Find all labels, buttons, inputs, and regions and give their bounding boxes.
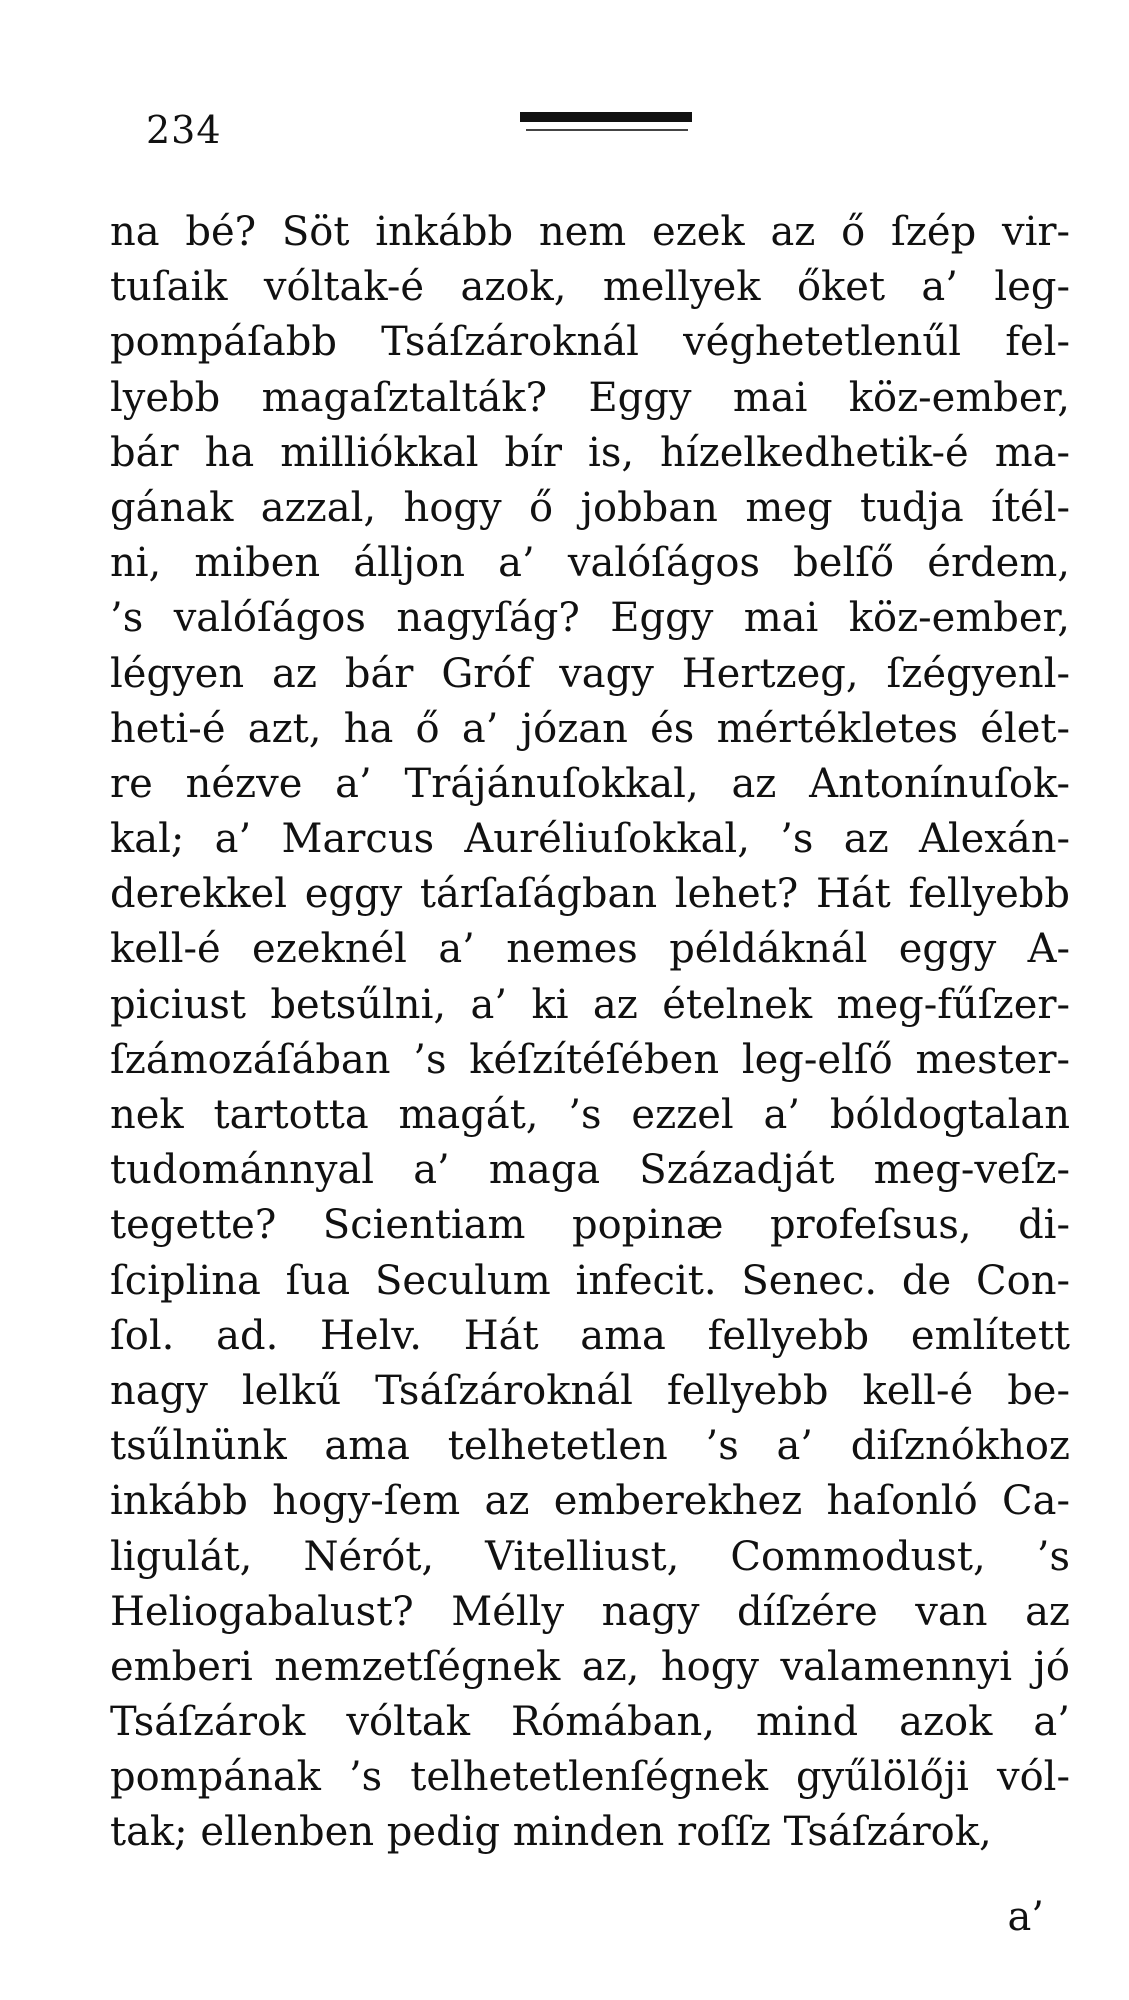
page-number: 234	[146, 108, 222, 152]
text-line: re nézve a’ Trájánuſokkal, az Antonínuſok-	[110, 760, 1070, 807]
text-line: pompának ’s telhetetlenſégnek gyűlölőji vól-	[110, 1754, 1070, 1801]
text-line: kell-é ezeknél a’ nemes példáknál eggy A-	[110, 926, 1070, 973]
text-line: gának azzal, hogy ő jobban meg tudja ítél-	[110, 484, 1070, 531]
text-line: bár ha milliókkal bír is, hízelkedhetik-é ma-	[110, 429, 1070, 476]
text-line: inkább hogy-ſem az emberekhez haſonló Ca-	[110, 1478, 1070, 1525]
text-line: Heliogabalust? Mélly nagy díſzére van az	[110, 1588, 1070, 1635]
text-line: derekkel eggy tárſaſágban lehet? Hát fellyebb	[110, 871, 1070, 918]
text-line: emberi nemzetſégnek az, hogy valamennyi jó	[110, 1643, 1070, 1690]
text-line: nagy lelkű Tsáſzároknál fellyebb kell-é be-	[110, 1367, 1070, 1414]
text-line: piciust betsűlni, a’ ki az ételnek meg-fűſzer-	[110, 981, 1070, 1028]
text-line: heti-é azt, ha ő a’ józan és mértékletes élet-	[110, 705, 1070, 752]
header-ornament-thin-rule	[526, 129, 688, 131]
text-line: pompáſabb Tsáſzároknál véghetetlenűl fel-	[110, 319, 1070, 366]
text-line: ’s valóſágos nagyſág? Eggy mai köz-ember,	[110, 595, 1070, 642]
text-line: tudománnyal a’ maga Századját meg-veſz-	[110, 1147, 1070, 1194]
header-ornament-rule	[520, 112, 692, 122]
text-line: tsűlnünk ama telhetetlen ’s a’ diſznókhoz	[110, 1423, 1070, 1470]
text-line: ſzámozáſában ’s kéſzítéſében leg-elſő mester-	[110, 1036, 1070, 1083]
text-line: ni, miben álljon a’ valóſágos belſő érdem,	[110, 540, 1070, 587]
text-line: ligulát, Nérót, Vitelliust, Commodust, ’s	[110, 1533, 1070, 1580]
text-line: ſol. ad. Helv. Hát ama fellyebb említett	[110, 1312, 1070, 1359]
text-line: tak; ellenben pedig minden roſſz Tsáſzárok,	[110, 1809, 992, 1856]
catchword: a’	[1007, 1894, 1044, 1940]
text-line: lyebb magaſztalták? Eggy mai köz-ember,	[110, 374, 1070, 421]
body-text	[110, 205, 1070, 1861]
text-line: tegette? Scientiam popinæ profeſsus, di-	[110, 1202, 1070, 1249]
text-line: ſciplina ſua Seculum infecit. Senec. de Con-	[110, 1257, 1070, 1304]
text-line: Tsáſzárok vóltak Rómában, mind azok a’	[110, 1699, 1070, 1746]
text-line: kal; a’ Marcus Auréliuſokkal, ’s az Alexán-	[110, 816, 1070, 863]
text-line: na bé? Söt inkább nem ezek az ő ſzép vir-	[110, 209, 1070, 255]
text-line: tuſaik vóltak-é azok, mellyek őket a’ leg-	[110, 264, 1070, 311]
text-line: nek tartotta magát, ’s ezzel a’ bóldogtalan	[110, 1092, 1070, 1138]
text-line: légyen az bár Gróf vagy Hertzeg, ſzégyenl-	[110, 650, 1070, 697]
